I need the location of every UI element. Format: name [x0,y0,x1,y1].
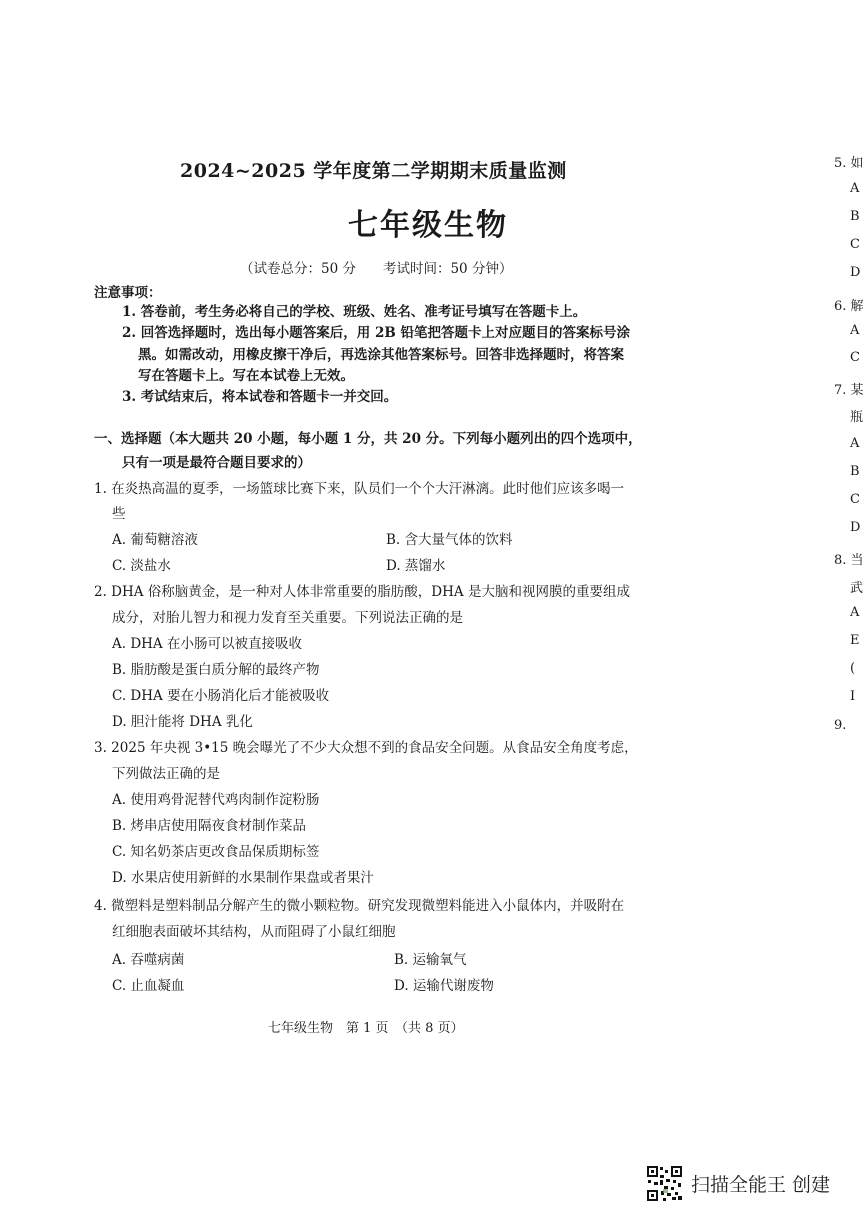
margin-question-number: 9. [834,718,847,733]
question-stem: 红细胞表面破坏其结构，从而阻碍了小鼠红细胞 [112,924,396,940]
margin-letter: E [850,633,860,648]
margin-letter: A [850,605,860,620]
margin-letter: B [850,209,860,224]
notice-item: 写在答题卡上。写在本试卷上无效。 [138,368,354,384]
section-heading-cont: 只有一项是最符合题目要求的） [122,455,311,471]
scanner-label: 扫描全能王 创建 [691,1174,831,1196]
notice-heading: 注意事项： [94,285,162,301]
margin-letter: C [850,350,860,365]
question-stem: 些 [112,506,126,522]
option: A. 葡萄糖溶液 [112,532,198,548]
subject-title: 七年级生物 [348,208,508,243]
option: D. 运输代谢废物 [394,978,494,994]
page-footer: 七年级生物 第 1 页 （共 8 页） [268,1021,464,1036]
option: C. 止血凝血 [112,978,185,994]
option: D. 水果店使用新鲜的水果制作果盘或者果汁 [112,870,374,886]
margin-letter: B [850,464,860,479]
option: C. 淡盐水 [112,558,171,574]
margin-letter: 瓶 [850,410,864,425]
qr-code-icon [646,1165,683,1202]
scanner-watermark [646,1165,830,1202]
notice-item: 2. 回答选择题时，选出每小题答案后，用 2B 铅笔把答题卡上对应题目的答案标号涂 [122,325,630,341]
option: B. 脂肪酸是蛋白质分解的最终产物 [112,662,320,678]
question-stem: 成分，对胎儿智力和视力发育至关重要。下列说法正确的是 [112,610,463,626]
option: A. 使用鸡骨泥替代鸡肉制作淀粉肠 [112,792,320,808]
margin-letter: C [850,237,860,252]
margin-question-number: 6. 解 [834,299,864,314]
option: D. 蒸馏水 [386,558,446,574]
margin-letter: D [850,265,861,280]
question-stem: 下列做法正确的是 [112,766,220,782]
question-stem: 4. 微塑料是塑料制品分解产生的微小颗粒物。研究发现微塑料能进入小鼠体内，并吸附在 [94,898,625,914]
notice-item: 黑。如需改动，用橡皮擦干净后，再选涂其他答案标号。回答非选择题时，将答案 [138,347,624,363]
option: B. 烤串店使用隔夜食材制作菜品 [112,818,307,834]
margin-letter: ( [850,661,856,676]
margin-question-number: 5. 如 [834,156,864,171]
option: C. 知名奶茶店更改食品保质期标签 [112,844,320,860]
option: D. 胆汁能将 DHA 乳化 [112,714,253,730]
margin-letter: C [850,492,860,507]
margin-letter: I [850,689,856,704]
margin-letter: A [850,323,860,338]
exam-title: 2024~2025 学年度第二学期期末质量监测 [180,160,567,182]
margin-question-number: 7. 某 [834,383,864,398]
notice-item: 3. 考试结束后，将本试卷和答题卡一并交回。 [122,389,398,405]
margin-letter: A [850,181,860,196]
question-stem: 3. 2025 年央视 3•15 晚会曝光了不少大众想不到的食品安全问题。从食品安全角度考虑， [94,740,638,756]
exam-info: （试卷总分：50 分 考试时间：50 分钟） [240,261,513,277]
notice-item: 1. 答卷前，考生务必将自己的学校、班级、姓名、准考证号填写在答题卡上。 [122,304,587,320]
option: C. DHA 要在小肠消化后才能被吸收 [112,688,330,704]
option: B. 含大量气体的饮料 [386,532,513,548]
option: A. DHA 在小肠可以被直接吸收 [112,636,302,652]
margin-question-number: 8. 当 [834,553,864,568]
margin-letter: 武 [850,581,864,596]
option: A. 吞噬病菌 [112,952,185,968]
question-stem: 1. 在炎热高温的夏季，一场篮球比赛下来，队员们一个个大汗淋漓。此时他们应该多喝一 [94,481,625,497]
question-stem: 2. DHA 俗称脑黄金，是一种对人体非常重要的脂肪酸，DHA 是大脑和视网膜的重要组成 [94,584,630,600]
section-heading: 一、选择题（本大题共 20 小题，每小题 1 分，共 20 分。下列每小题列出的四个选项中， [94,431,642,447]
option: B. 运输氧气 [394,952,467,968]
margin-letter: D [850,520,861,535]
margin-letter: A [850,436,860,451]
